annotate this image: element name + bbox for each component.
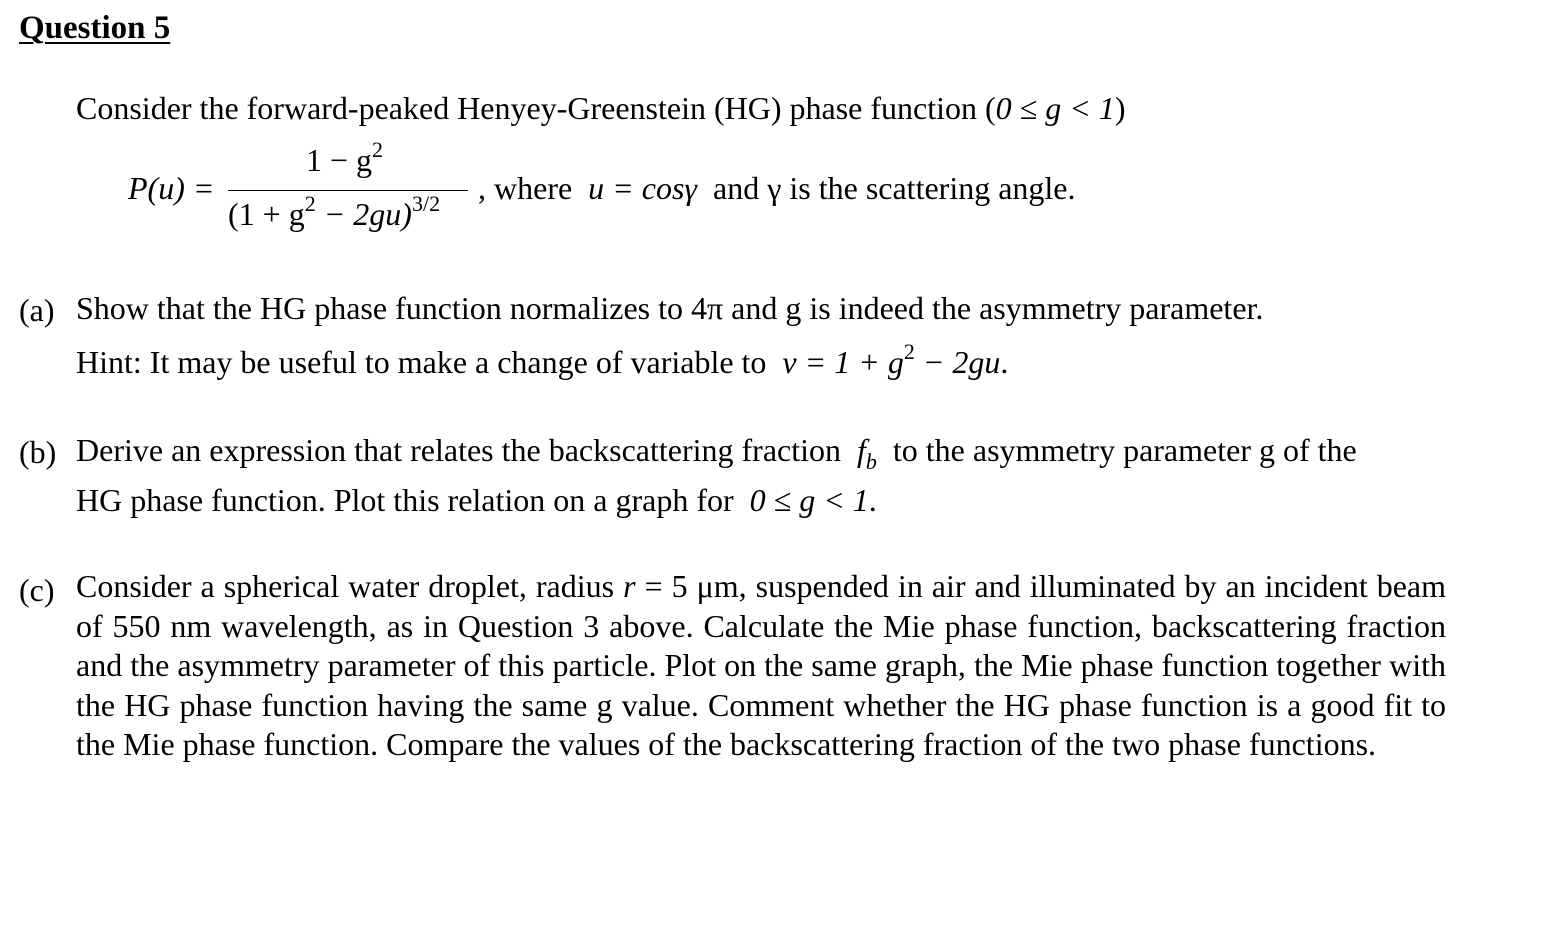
intro-line — [76, 92, 1125, 124]
part-b-period: . — [868, 482, 877, 518]
part-c-text-b: = 5 μm, suspended in air and illuminated by an incident beam of 550 nm wavelength, as in Question 3 above. Calculate the Mie phase function, backscattering fraction and the asymmetry parameter of this particle. Plot on the same graph, the Mie phase function together with the HG phase function having the same g value. Comment whether the HG phase function is a good fit to the Mie phase function. Compare the values of the backscattering fraction of the two phase functions. — [76, 568, 1447, 762]
hint-expression-tail: − 2gu — [914, 344, 1001, 380]
and-text: and — [713, 170, 760, 206]
u-definition: u = cosγ — [588, 170, 698, 206]
radius-variable: r — [623, 568, 636, 604]
formula-denominator — [228, 191, 441, 233]
formula-lhs — [128, 172, 214, 204]
fb-subscript: b — [865, 449, 877, 474]
numerator-exponent: 2 — [372, 137, 384, 162]
denominator-part-b: − 2gu) — [315, 196, 412, 232]
formula-numerator — [306, 137, 384, 179]
fb-symbol: f — [857, 432, 866, 468]
denominator-part-a: (1 + g — [228, 196, 305, 232]
formula-tail-text: is the scattering angle. — [789, 170, 1076, 206]
numerator-text: 1 − g — [306, 142, 373, 178]
part-b-line1 — [76, 432, 1357, 474]
part-c-label: (c) — [19, 572, 55, 608]
part-b-text-a: Derive an expression that relates the backscattering fraction — [76, 432, 841, 468]
denominator-exponent: 3/2 — [411, 191, 441, 216]
formula-where-clause — [478, 172, 1076, 204]
intro-text: Consider the forward-peaked Henyey-Greenstein (HG) phase function ( — [76, 90, 996, 126]
part-a-label: (a) — [19, 292, 55, 328]
hint-text: Hint: It may be useful to make a change of variable to — [76, 344, 767, 380]
part-b-line2 — [76, 484, 877, 516]
where-text: where — [494, 170, 573, 206]
part-b-range: 0 ≤ g < 1 — [749, 482, 869, 518]
denominator-g-exponent: 2 — [304, 191, 316, 216]
part-a-line1: Show that the HG phase function normalizes to 4π and g is indeed the asymmetry parameter. — [76, 290, 1264, 326]
part-b-label: (b) — [19, 434, 57, 470]
intro-condition: 0 ≤ g < 1 — [995, 90, 1115, 126]
part-c-paragraph — [76, 567, 1446, 765]
part-b-text-b: to the asymmetry parameter g of the — [892, 432, 1357, 468]
formula-comma: , — [478, 170, 486, 206]
question-title: Question 5 — [19, 10, 171, 46]
part-c-text-a: Consider a spherical water droplet, radius — [76, 568, 615, 604]
hint-period: . — [1000, 344, 1009, 380]
part-a-hint — [76, 339, 1009, 380]
hint-exponent: 2 — [903, 339, 915, 364]
intro-close: ) — [1114, 90, 1126, 126]
formula-lhs-text: P(u) = — [128, 170, 215, 206]
hint-expression: v = 1 + g — [782, 344, 904, 380]
part-b-text-c: HG phase function. Plot this relation on a graph for — [76, 482, 734, 518]
gamma-symbol: γ — [767, 170, 782, 206]
